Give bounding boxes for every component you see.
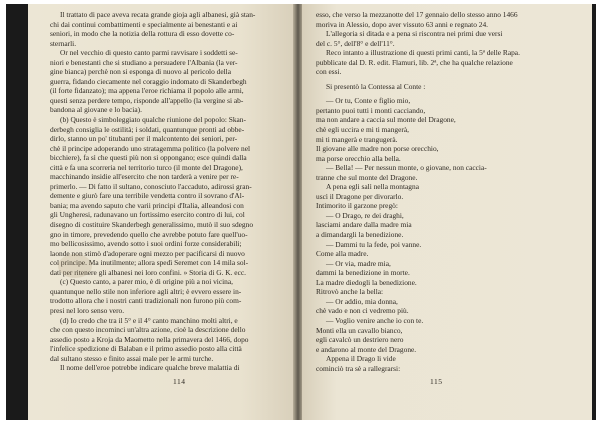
right-page-text	[316, 10, 582, 373]
text-line: presi nel loro senso vero.	[50, 305, 125, 315]
verse-line: egli cavalcò un destriero nero	[316, 335, 404, 345]
verse-line: — Voglio venire anche io con te.	[326, 315, 424, 325]
verse-line: e andarono al monte del Dragone.	[316, 344, 417, 354]
verse-line: dammi la benedizione in morte.	[316, 268, 410, 278]
left-page-text	[50, 10, 286, 373]
text-line: dati per ritenere gli albanesi nei loro confini. » Storia di G. K. ecc.	[50, 267, 246, 277]
text-line: l'infelice spedizione di Balaban e il primo assedio posto alla città	[50, 344, 242, 354]
text-line: dirlo, stanno un po' titubanti per il malcontento dei seniori, per-	[50, 134, 238, 144]
text-line: sternarli.	[50, 38, 77, 48]
verse-line: — Or tu, Conte e figlio mio,	[326, 96, 411, 106]
text-line: esso, che verso la mezzanotte del 17 gennaio dello stesso anno 1466	[316, 10, 518, 19]
verse-line: La madre diedogli la benedizione.	[316, 277, 417, 287]
verse-line: chè egli uccira e mi ti mangerà,	[316, 125, 409, 135]
verse-line: — O Drago, re dei draghi,	[326, 210, 404, 220]
verse-line: Monti ella un cavallo bianco,	[316, 325, 403, 335]
text-line: mo bellicosissimo, avendo sotto i suoi ordini forze considerabili;	[50, 239, 242, 249]
verse-line: — Or addio, mia donna,	[326, 296, 398, 306]
text-line: pubblicate dal D. R. edit. Flamuri, lib. 2ª, che ha qualche relazione	[316, 57, 513, 67]
text-line: Reco intanto a illustrazione di questi primi canti, la 5ª delle Rapa.	[326, 48, 520, 58]
verse-line: ma non andare a caccia sul monte del Dragone,	[316, 115, 456, 125]
text-line: bandona al giovane e lo bacia).	[50, 105, 142, 115]
verse-line: uscì il Dragone per divorarlo.	[316, 191, 404, 201]
verse-line: Appena il Drago li vide	[326, 354, 396, 364]
text-line: dal sultano stesso e finito assai male per le armi turche.	[50, 353, 214, 363]
text-line: che con questo incominci un'altra azione, cioè la descrizione dello	[50, 325, 246, 335]
text-line: quantunque nello stile non inferiore agli altri; è evvero essere in-	[50, 286, 242, 296]
verse-line: — Or via, madre mia,	[326, 258, 391, 268]
text-line: primerlo. — Di fatto il sultano, conosciuto l'accaduto, adirossi gran-	[50, 181, 252, 191]
text-line: seniori, in modo che la notizia della rottura di esso dovette co-	[50, 29, 235, 39]
text-line: del c. 5°, dell'8° e dell'11°.	[316, 38, 395, 48]
left-page	[28, 4, 294, 420]
verse-line: Il giovane alle madre non porse orecchio,	[316, 144, 439, 154]
text-line: col principe. Ma inutilmente; allora spedì Seremet con 14 mila sol-	[50, 258, 249, 268]
text-line: città e fa una scorreria nel territorio turco (il monte del Dragone),	[50, 162, 243, 172]
verse-line: cominciò tra sè a rallegrarsi:	[316, 363, 401, 373]
text-line: Or nel vecchio di questo canto parmi ravvisare i soddetti se-	[60, 48, 238, 58]
text-line: guerra, fidando ciecamente nel coraggio indomato di Skanderbegh	[50, 76, 247, 86]
right-page	[302, 4, 592, 420]
text-line: questi senza perdere tempo, risponde all'appello (la vergine si ab-	[50, 95, 244, 105]
text-line: (c) Questo canto, a parer mio, è di origine più a noi vicina,	[60, 277, 234, 287]
verse-line: chè vado e non ci vedremo più.	[316, 306, 409, 316]
text-line: assedio posto a Kroja da Maometto nella primavera del 1466, dopo	[50, 334, 249, 344]
text-line: chè il principe adoperando uno stratagemma politico (la polvere nel	[50, 143, 251, 153]
text-line: niori e benestanti che si studiano a persuadere l'Albania (la ver-	[50, 57, 238, 67]
text-line: (il forte fidanzato); ma appena l'eroe richiama il popolo alle armi,	[50, 86, 244, 96]
text-line: Il trattato di pace aveva recata grande gioja agli albanesi, già stan-	[60, 10, 256, 19]
page-number: 115	[430, 377, 443, 386]
text-line: Si presentò la Contessa al Conte :	[326, 81, 426, 91]
text-line: bania; ma avendo saputo che varii principi d'Italia, alleandosi con	[50, 200, 244, 210]
scanned-book-spread	[6, 4, 596, 420]
verse-line: a dimandargli la benedizione.	[316, 230, 404, 240]
text-line: macchinando insidie all'esercito che non tarderà a venire per re-	[50, 172, 239, 182]
text-line: derbegh consiglia le ostilità; i soldati, quantunque pronti ad obbe-	[50, 124, 245, 134]
verse-line: lasciami andare dalla madre mia	[316, 220, 412, 230]
text-line: trodotto allora che i nostri canti tradizionali non furono più com-	[50, 296, 242, 306]
text-line: disegno di costituire Skanderbegh generalissimo, mutò il suo sdegno	[50, 220, 254, 230]
verse-line: mi ti mangerà e trangugerà.	[316, 134, 398, 144]
text-line: chi dai continui combattimenti e specialmente ai benestanti e ai	[50, 19, 238, 29]
text-line: gine bianca) perchè non si esponga di nuovo al pericolo della	[50, 67, 232, 77]
text-line: bicchiere), fa sì che questi più non si oppongano; esce quindi dalla	[50, 153, 247, 163]
verse-line: A pena egli salì nella montagna	[326, 182, 419, 192]
text-line: Il nome dell'eroe potrebbe indicare qualche breve malattia di	[60, 363, 240, 373]
page-stain	[58, 254, 92, 278]
text-line: (d) Io credo che tra il 5° e il 4° canto manchino molti altri, e	[60, 315, 238, 325]
verse-line: pertanto puoi tutti i monti cacciando,	[316, 105, 426, 115]
text-line: moriva in Alessio, dopo aver vissuto 63 anni e regnato 24.	[316, 19, 489, 29]
verse-line: — Bella! — Per nessun monte, o giovane, non caccia-	[326, 163, 487, 173]
text-line: con essi.	[316, 67, 342, 77]
text-line: demente e giurò fare una terribile vendetta contro il sovrano d'Al-	[50, 191, 245, 201]
verse-line: Intimorito il garzone pregò:	[316, 201, 398, 211]
verse-line: Come alla madre.	[316, 249, 369, 259]
page-number: 114	[173, 377, 186, 386]
verse-line: tranne che sul monte del Dragone.	[316, 172, 418, 182]
verse-line: ma porse orecchio alla bella.	[316, 153, 401, 163]
text-line: L'allegoria si ditada e a pena si riscontra nei primi due versi	[326, 29, 503, 39]
text-line: (b) Questo è simboleggiato qualche riunione del popolo: Skan-	[60, 115, 246, 125]
text-line: gno in timore, prevedendo quello che avrebbe potuto fare quell'uo-	[50, 229, 248, 239]
verse-line: — Dammi tu la fede, poi vanne.	[326, 239, 422, 249]
text-line: gli Ungheresi, radunavano un fortissimo esercito contro di lui, col	[50, 210, 245, 220]
text-line: laonde non stimò d'adoperare ogni mezzo per pacificarsi di nuovo	[50, 248, 245, 258]
verse-line: Ritrovò anche la bella:	[316, 287, 384, 297]
